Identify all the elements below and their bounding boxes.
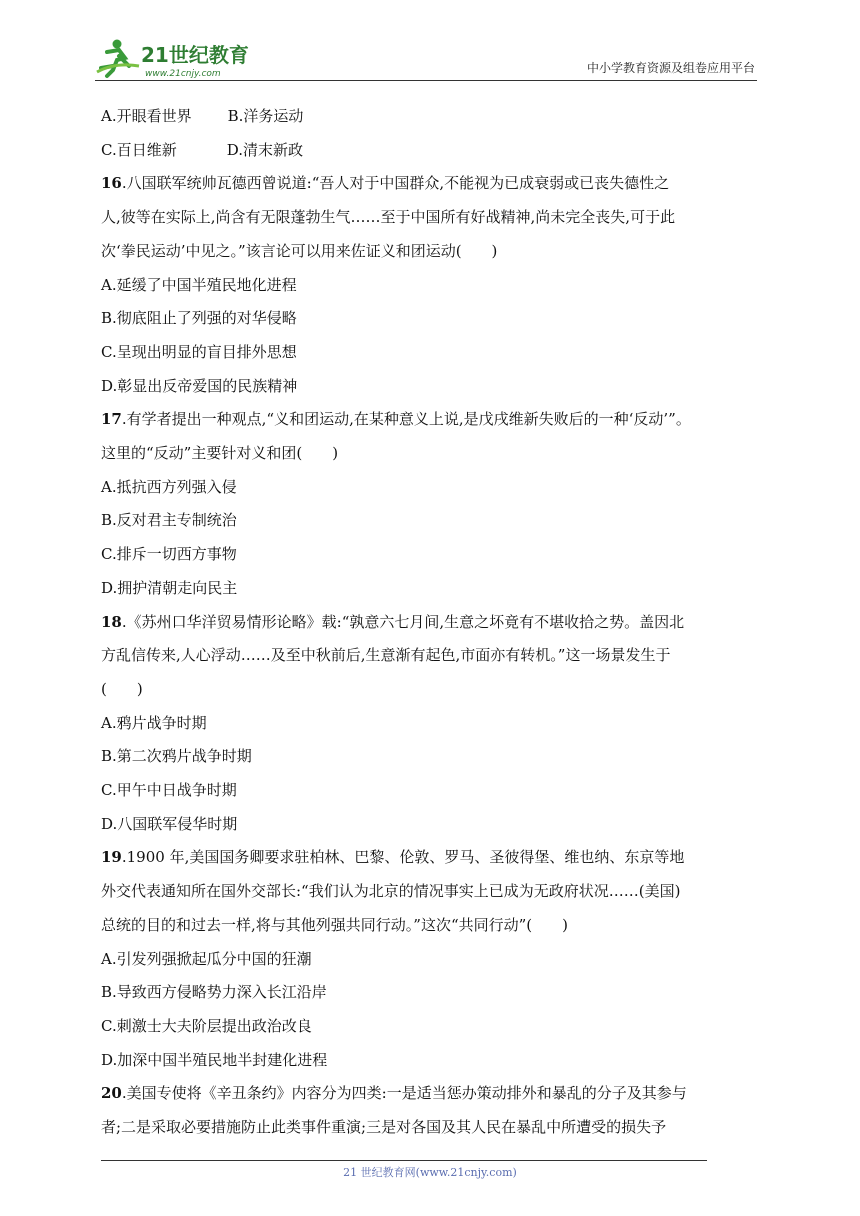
options-row-ab	[101, 100, 761, 134]
question-19-line-1: 19.1900 年,美国国务卿要求驻柏林、巴黎、伦敦、罗马、圣彼得堡、维也纳、东京等地	[101, 848, 685, 867]
question-16-option-b: B.彻底阻止了列强的对华侵略	[101, 309, 297, 328]
question-18-option-d: D.八国联军侵华时期	[101, 814, 238, 833]
question-17-line-1: 17.有学者提出一种观点,“义和团运动,在某种意义上说,是戊戌维新失败后的一种‘反动’”。	[101, 410, 691, 429]
question-19-option-a: A.引发列强掀起瓜分中国的狂潮	[101, 949, 312, 968]
question-18-option-b: B.第二次鸦片战争时期	[101, 747, 252, 766]
footer-divider	[101, 1160, 707, 1161]
options-row-cd	[101, 134, 761, 168]
footer-text: 21 世纪教育网(www.21cnjy.com)	[343, 1166, 517, 1179]
question-18-option-a: A.鸦片战争时期	[101, 713, 207, 732]
question-number: 17	[101, 410, 122, 429]
question-18-line-1: 18.《苏州口华洋贸易情形论略》载:“孰意六七月间,生意之坏竟有不堪收拾之势。盖因北	[101, 612, 685, 631]
question-20-line-1: 20.美国专使将《辛丑条约》内容分为四类:一是适当惩办策动排外和暴乱的分子及其参与	[101, 1084, 687, 1103]
question-number: 20	[101, 1084, 122, 1103]
question-18-option-c: C.甲午中日战争时期	[101, 781, 237, 800]
option-c: C.百日维新	[101, 140, 177, 159]
option-a: A.开眼看世界	[101, 107, 192, 125]
question-19-option-d: D.加深中国半殖民地半封建化进程	[101, 1050, 328, 1069]
question-16-line-2: 人,彼等在实际上,尚含有无限蓬勃生气……至于中国所有好战精神,尚未完全丧失,可于此	[101, 208, 676, 227]
question-content	[101, 100, 761, 1145]
question-19-line-2: 外交代表通知所在国外交部长:“我们认为北京的情况事实上已成为无政府状况……(美国)	[101, 882, 681, 901]
question-18-line-3: ( )	[101, 679, 143, 698]
logo-21cnjy	[95, 36, 265, 80]
page-header	[95, 30, 755, 80]
question-16-option-d: D.彰显出反帝爱国的民族精神	[101, 376, 298, 395]
logo-url: www.21cnjy.com	[145, 69, 221, 79]
logo-text: 21世纪教育	[141, 43, 249, 67]
question-17-option-b: B.反对君主专制统治	[101, 511, 237, 530]
question-19-option-b: B.导致西方侵略势力深入长江沿岸	[101, 983, 327, 1002]
question-16-option-c: C.呈现出明显的盲目排外思想	[101, 342, 297, 361]
header-title: 中小学教育资源及组卷应用平台	[586, 61, 755, 75]
question-20-line-2: 者;二是采取必要措施防止此类事件重演;三是对各国及其人民在暴乱中所遭受的损失予	[101, 1118, 667, 1137]
question-18-line-2: 方乱信传来,人心浮动……及至中秋前后,生意渐有起色,市面亦有转机。”这一场景发生于	[101, 646, 671, 665]
question-16-option-a: A.延缓了中国半殖民地化进程	[101, 275, 297, 294]
option-d: D.清末新政	[226, 140, 303, 159]
question-19-line-3: 总统的目的和过去一样,将与其他列强共同行动。”这次“共同行动”( )	[101, 915, 568, 934]
question-17-line-2: 这里的“反动”主要针对义和团( )	[101, 444, 339, 463]
question-number: 18	[101, 612, 122, 631]
question-16-line-3: 次‘拳民运动’中见之。”该言论可以用来佐证义和团运动( )	[101, 241, 498, 260]
question-16-line-1: 16.八国联军统帅瓦德西曾说道:“吾人对于中国群众,不能视为已成衰弱或已丧失德性之	[101, 174, 670, 193]
question-17-option-a: A.抵抗西方列强入侵	[101, 477, 237, 496]
question-17-option-c: C.排斥一切西方事物	[101, 545, 237, 564]
header-divider	[95, 80, 757, 81]
question-19-option-c: C.刺激士大夫阶层提出政治改良	[101, 1016, 312, 1035]
question-number: 16	[101, 174, 122, 193]
question-17-option-d: D.拥护清朝走向民主	[101, 578, 238, 597]
option-b: B.洋务运动	[227, 107, 304, 125]
question-number: 19	[101, 848, 122, 867]
